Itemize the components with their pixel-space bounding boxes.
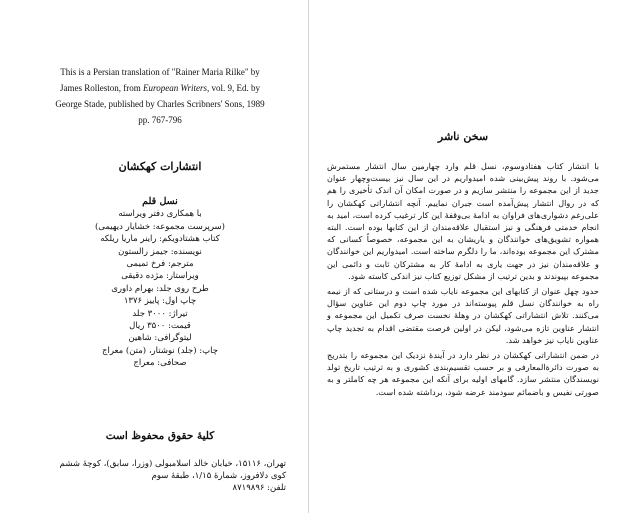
preface-paragraph: با انتشار کتاب هفتادوسوم، نسل قلم وارد چهارمین سال انتشار مستمرش می‌شود. با روند پیش‌بینی شده امیدواریم در این سال نیز بیست‌وچهار عنوان جدید از این مجموعه را منتشر سازیم و در صورت امکان آن اندک تأخیری را هم که در روال انتشار پیش‌آمده است جبران نماییم. آنچه انتشاراتی کهکشان را علی‌رغم دشواری‌های فراوان به ادامهٔ بی‌وقفهٔ این کار ترغیب کرده است، امید به انجام خدمتی فرهنگی و نیز استقبال علاقه‌مندان از این کتابها بوده است. البته همواره تشویق‌های خوانندگان و یاریشان به این مجموعه، خصوصاً کسانی که مشترک این مجموعه بوده‌اند، ما را دلگرم ساخته است. امیدواریم این خوانندگان و علاقه‌مندان نیز در جهت یاری به ادامهٔ کار به مشترکان ثابت و دائمی این مجموعه بپیوندند و بدین ترتیب از مشکل توزیع کتاب نیز اندکی کاسته شود. [327,161,599,281]
preface-body [327,160,599,401]
colophon-line: (سرپرست مجموعه: خشایار دیهیمی) [94,221,226,232]
preface-page [309,0,617,513]
rights-notice: کلیهٔ حقوق محفوظ است [105,430,215,442]
credit-line: James Rolleston, from European Writers, vol. 9, Ed. by [60,83,260,93]
copyright-page [0,0,308,513]
colophon-line: تیراژ: ۳۰۰۰ جلد [132,308,188,319]
colophon-line: چاپ: (جلد) نوشتار، (متن) معراج [102,345,218,356]
book-colophon [40,196,280,370]
address-line: کوی دلافروز، شمارهٔ ۱/۱۵، طبقهٔ سوم [151,471,286,481]
colophon-line: قیمت: ۳۵۰۰ ریال [129,321,191,332]
publisher-address [34,458,286,494]
translation-credit [40,64,280,128]
colophon-line: نویسنده: جیمز رالستون [118,246,202,257]
colophon-line: ویراستار: مژده دقیقی [121,271,199,282]
preface-paragraph: در ضمن انتشاراتی کهکشان در نظر دارد در آیندهٔ نزدیک این مجموعه را بتدریج به صورت دائرةالمعارفی و بر حسب تقسیم‌بندی کشوری و به ترتیب تاریخ تولد نویسندگان منتشر سازد. گامهای اولیه برای آنکه این مجموعه هر چه کاملتر و به صورتی نفیس و باضمائم سودمند عرضه شود، برداشته شده است. [327,350,599,397]
colophon-line: مترجم: فرخ تمیمی [126,259,194,270]
publisher-title: انتشارات کهکشان [118,160,202,173]
source-title: European Writers [143,83,207,93]
phone-line: تلفن: ۸۷۱۹۸۹۶ [232,483,286,493]
series-title: نسل قلم [142,196,178,207]
colophon-line: طرح روی جلد: بهرام داوری [111,283,209,294]
colophon-line: لیتوگرافی: شاهین [128,333,192,344]
colophon-line: صحافی: معراج [133,358,187,369]
credit-line: This is a Persian translation of "Rainer Maria Rilke" by [60,67,260,77]
credit-pages: pp. 767-796 [138,115,182,125]
preface-paragraph: حدود چهل عنوان از کتابهای این مجموعه نایاب شده است و درستانی که از نیمه راه به خوانندگان نسل قلم پیوسته‌اند در مورد چاپ دوم این عناوین سؤال می‌کنند. تلاش انتشاراتی کهکشان در وهلهٔ نخست صرف تکمیل این مجموعه و انتشار عناوین تازه می‌شود، لیکن در اولین فرصت مقتضی اقدام به تجدید چاپ عناوین نایاب نیز خواهد شد. [327,286,599,345]
credit-line: George Stade, published by Charles Scribners' Sons, 1989 [55,99,265,109]
colophon-line: با همکاری دفتر ویراسته [118,209,202,220]
colophon-line: کتاب هشتادویکم: راینر ماریا ریلکه [100,234,220,245]
preface-title: سخن ناشر [437,130,489,143]
colophon-line: چاپ اول: پاییز ۱۳۷۶ [123,296,197,307]
address-line: تهران، ۱۵۱۱۶، خیابان خالد اسلامبولی (وزرا، سابق)، کوچهٔ ششم [59,459,286,469]
